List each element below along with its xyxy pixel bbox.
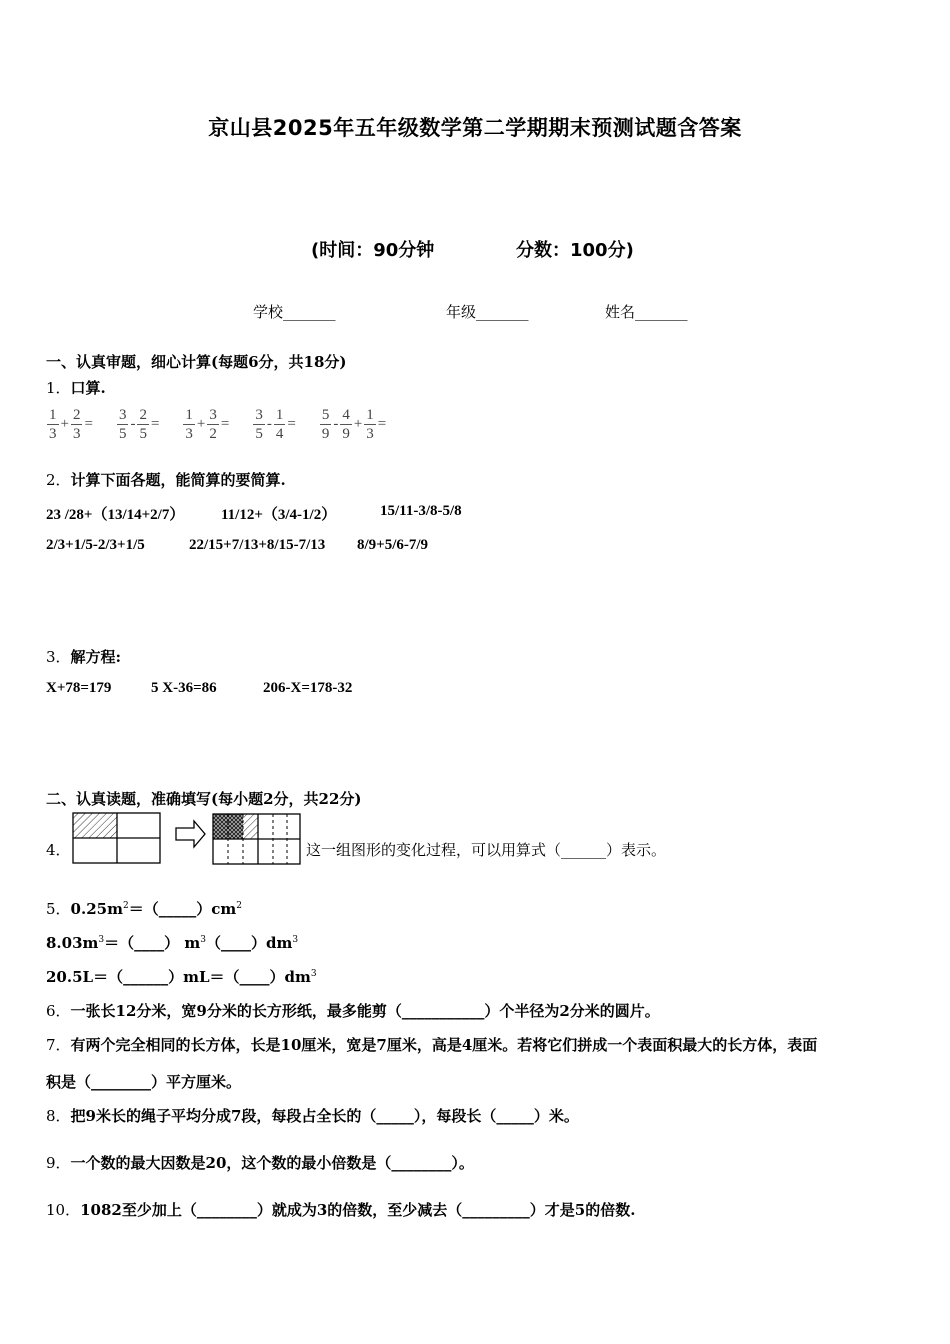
- operator: =: [287, 416, 296, 432]
- operator: +: [353, 416, 363, 432]
- question-9: [46, 1152, 474, 1173]
- question-number: 7．: [46, 1036, 71, 1054]
- question-5-line-2: [46, 932, 298, 953]
- section-2-heading: 二、认真读题，准确填写(每小题2分，共22分): [46, 790, 362, 808]
- grade-field: 年级_______: [446, 303, 529, 321]
- question-number: 3．: [46, 648, 71, 666]
- question-7-line-1: [46, 1034, 817, 1055]
- fraction: [364, 406, 376, 443]
- operator: -: [333, 416, 339, 432]
- equation: X+78=179: [46, 680, 112, 696]
- school-field: 学校_______: [253, 303, 336, 321]
- right-arrow-icon: [176, 821, 205, 847]
- oral-calc-item: [182, 406, 230, 443]
- superscript: 3: [310, 969, 317, 979]
- question-1: [46, 377, 106, 398]
- numerator: 2: [72, 407, 81, 423]
- operator: =: [377, 416, 387, 432]
- operator: =: [150, 416, 160, 432]
- superscript: 2: [236, 901, 242, 911]
- fraction: [207, 406, 219, 443]
- question-text: 口算.: [70, 379, 106, 397]
- calc-item: 11/12+（3/4-1/2）: [221, 507, 337, 523]
- question-text: 把9米长的绳子平均分成7段，每段占全长的（_____），每段长（_____）米。: [70, 1107, 579, 1125]
- fraction: [340, 406, 352, 443]
- unit-text: 8.03m: [46, 934, 99, 952]
- unit-text: （____）dm: [205, 934, 293, 952]
- equation: 5 X-36=86: [151, 680, 217, 696]
- name-field: 姓名_______: [605, 303, 688, 321]
- operator: -: [130, 416, 136, 432]
- calc-item: 2/3+1/5-2/3+1/5: [46, 537, 145, 553]
- question-text: 一个数的最大因数是20，这个数的最小倍数是（________）。: [70, 1154, 474, 1172]
- calc-item: 23 /28+（13/14+2/7）: [46, 507, 185, 523]
- result-rectangle: [213, 814, 300, 864]
- denominator: 5: [255, 426, 263, 442]
- question-number: 1．: [46, 379, 71, 397]
- unit-text: 0.25m: [70, 900, 123, 918]
- operator: =: [84, 416, 93, 432]
- numerator: 2: [139, 407, 147, 423]
- numerator: 3: [118, 407, 127, 423]
- score-label: 分数：100分): [516, 240, 634, 261]
- original-rectangle: [73, 813, 160, 863]
- question-text: 解方程:: [70, 648, 122, 666]
- oral-calc-item: [46, 406, 94, 443]
- question-3: [46, 646, 121, 667]
- question-6: [46, 1000, 660, 1021]
- question-text: 计算下面各题，能简算的要简算.: [70, 471, 286, 489]
- fraction: [137, 406, 149, 443]
- operator: +: [60, 416, 69, 432]
- question-number: 9．: [46, 1154, 71, 1172]
- denominator: 9: [342, 426, 350, 442]
- question-10: [46, 1199, 635, 1220]
- page-title: 京山县2025年五年级数学第二学期期末预测试题含答案: [208, 116, 742, 140]
- oral-calc-item: [319, 406, 387, 443]
- question-8: [46, 1105, 579, 1126]
- question-2: [46, 469, 286, 490]
- fraction: [274, 406, 286, 443]
- superscript: 2: [122, 901, 129, 911]
- question-text: 一张长12分米，宽9分米的长方形纸，最多能剪（___________）个半径为2分米的圆片。: [70, 1002, 660, 1020]
- calc-item: 22/15+7/13+8/15-7/13: [189, 537, 326, 553]
- time-label: (时间：90分钟: [311, 240, 435, 261]
- oral-calc-item: [116, 406, 160, 443]
- superscript: 3: [98, 935, 105, 945]
- fraction: [183, 406, 195, 443]
- numerator: 1: [49, 407, 57, 423]
- unit-text: ＝（____） m: [104, 934, 201, 952]
- denominator: 3: [185, 426, 193, 442]
- question-4-number: 4．: [46, 841, 71, 859]
- fraction: [253, 406, 265, 443]
- shape-change-figure: [72, 812, 304, 866]
- denominator: 4: [275, 426, 284, 442]
- question-4-text: 这一组图形的变化过程，可以用算式（______）表示。: [306, 841, 667, 859]
- fraction: [117, 406, 129, 443]
- operator: +: [196, 416, 206, 432]
- denominator: 9: [321, 426, 330, 442]
- question-number: 10．: [46, 1201, 81, 1219]
- fraction: [47, 406, 59, 443]
- question-7-line-2: 积是（________）平方厘米。: [46, 1073, 242, 1091]
- question-text: 有两个完全相同的长方体，长是10厘米，宽是7厘米，高是4厘米。若将它们拼成一个表面积最大的长方体，表面: [70, 1036, 818, 1054]
- question-number: 8．: [46, 1107, 71, 1125]
- denominator: 2: [209, 426, 217, 442]
- question-5-line-1: [46, 898, 242, 919]
- superscript: 3: [292, 935, 299, 945]
- unit-text: 20.5L＝（______）mL＝（____）dm: [46, 968, 311, 986]
- question-text: 1082至少加上（________）就成为3的倍数，至少减去（_________）才是5的倍数.: [80, 1201, 636, 1219]
- numerator: 3: [255, 407, 263, 423]
- question-number: 6．: [46, 1002, 71, 1020]
- fraction: [320, 406, 332, 443]
- denominator: 3: [366, 426, 374, 442]
- question-5-line-3: [46, 966, 317, 987]
- operator: -: [266, 416, 272, 432]
- numerator: 1: [366, 407, 374, 423]
- numerator: 1: [185, 407, 193, 423]
- fraction: [71, 406, 83, 443]
- denominator: 5: [139, 426, 147, 442]
- denominator: 3: [72, 426, 81, 442]
- oral-calc-item: [252, 406, 296, 443]
- numerator: 1: [275, 407, 284, 423]
- calc-item: 15/11-3/8-5/8: [380, 503, 462, 519]
- calc-item: 8/9+5/6-7/9: [357, 537, 429, 553]
- oral-calc-row: [46, 406, 409, 452]
- superscript: 3: [200, 935, 206, 945]
- denominator: 5: [118, 426, 127, 442]
- numerator: 5: [321, 407, 330, 423]
- section-1-heading: 一、认真审题，细心计算(每题6分，共18分): [46, 353, 347, 371]
- numerator: 4: [342, 407, 350, 423]
- question-number: 5．: [46, 900, 71, 918]
- unit-text: ＝（_____）cm: [128, 900, 237, 918]
- operator: =: [220, 416, 230, 432]
- denominator: 3: [49, 426, 57, 442]
- numerator: 3: [209, 407, 217, 423]
- equation: 206-X=178-32: [263, 680, 353, 696]
- question-number: 2．: [46, 471, 71, 489]
